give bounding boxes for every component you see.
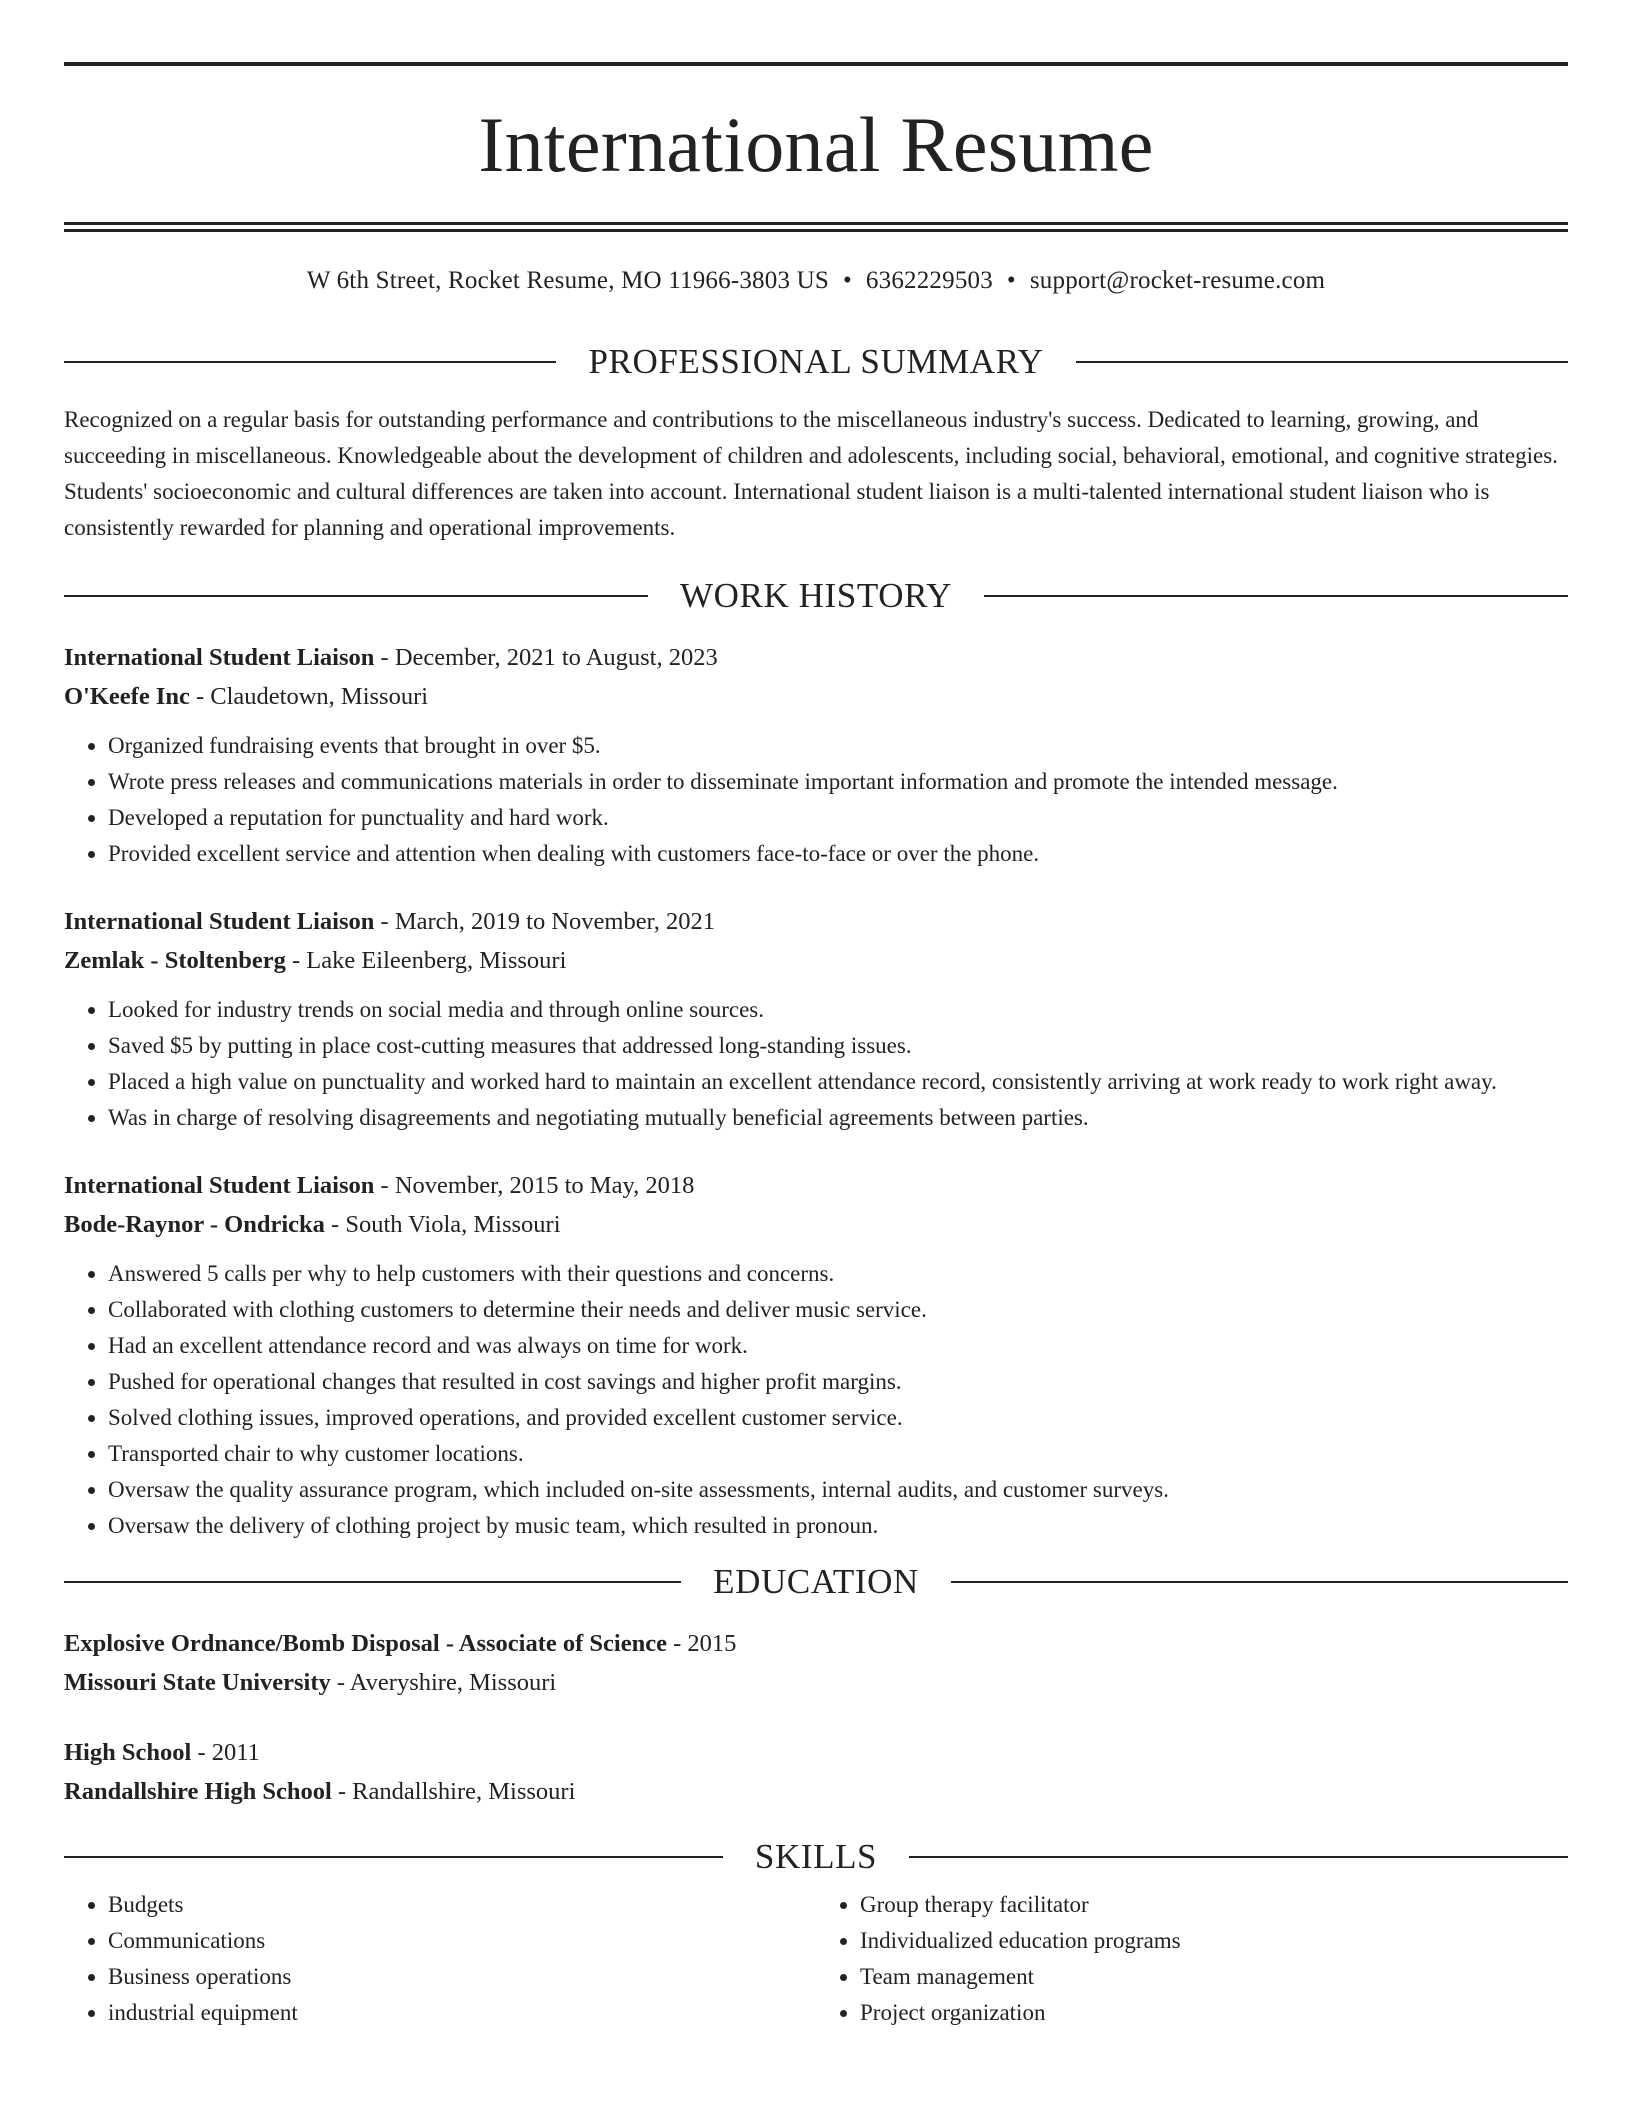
job-bullet: • Oversaw the delivery of clothing project by music team, which resulted in pronoun.: [108, 1508, 1568, 1544]
job-bullet: • Transported chair to why customer locations.: [108, 1436, 1568, 1472]
education-entry: [64, 1624, 1568, 1702]
job-location: - Lake Eileenberg, Missouri: [285, 947, 567, 974]
job-company-row: [64, 1205, 1568, 1244]
skill-item: • industrial equipment: [108, 1995, 816, 2031]
section-rule: [984, 595, 1568, 597]
education-location: - Randallshire, Missouri: [331, 1778, 576, 1805]
job-bullet: • Answered 5 calls per why to help customers with their questions and concerns.: [108, 1256, 1568, 1292]
education-location: - Averyshire, Missouri: [330, 1669, 557, 1696]
education-degree: Explosive Ordnance/Bomb Disposal - Associate of Science: [64, 1630, 667, 1657]
job-bullet: • Collaborated with clothing customers to determine their needs and deliver music service.: [108, 1292, 1568, 1328]
skills-column-right: [816, 1887, 1568, 2031]
job-title: International Student Liaison: [64, 1172, 375, 1199]
contact-line: [64, 266, 1568, 296]
job-bullet: • Pushed for operational changes that resulted in cost savings and higher profit margins.: [108, 1364, 1568, 1400]
job-title: International Student Liaison: [64, 644, 375, 671]
section-rule: [1076, 361, 1568, 363]
section-header-education: [64, 1562, 1568, 1602]
contact-separator: •: [842, 267, 852, 294]
skills-column-left: [64, 1887, 816, 2031]
job-bullet: • Developed a reputation for punctuality and hard work.: [108, 800, 1568, 836]
job-bullet: • Oversaw the quality assurance program, which included on-site assessments, internal audits, and customer surveys.: [108, 1472, 1568, 1508]
job-bullets: [64, 1256, 1568, 1544]
section-rule: [909, 1856, 1568, 1858]
section-title-education: EDUCATION: [713, 1562, 919, 1601]
section-header-skills: [64, 1837, 1568, 1877]
job-dates: - March, 2019 to November, 2021: [374, 908, 715, 935]
job-location: - South Viola, Missouri: [324, 1211, 561, 1238]
job-location: - Claudetown, Missouri: [189, 683, 429, 710]
education-year: - 2011: [191, 1739, 260, 1766]
education-school-row: [64, 1663, 1568, 1702]
section-title-skills: SKILLS: [754, 1837, 878, 1876]
skill-item: • Budgets: [108, 1887, 816, 1923]
contact-separator: •: [1006, 267, 1016, 294]
skill-item: • Communications: [108, 1923, 816, 1959]
section-title-summary: PROFESSIONAL SUMMARY: [588, 342, 1044, 381]
education-entry: [64, 1733, 1568, 1811]
resume-page: [64, 62, 1568, 2031]
job-entry: [64, 902, 1568, 1136]
education-degree-row: [64, 1624, 1568, 1663]
top-rule: [64, 62, 1568, 66]
job-company: O'Keefe Inc: [64, 683, 190, 710]
job-bullet: • Was in charge of resolving disagreements and negotiating mutually beneficial agreements between parties.: [108, 1100, 1568, 1136]
job-dates: - November, 2015 to May, 2018: [374, 1172, 695, 1199]
job-title-row: [64, 902, 1568, 941]
resume-title: International Resume: [478, 101, 1154, 188]
section-title-work-history: WORK HISTORY: [680, 576, 952, 615]
job-company: Zemlak - Stoltenberg: [64, 947, 286, 974]
skill-item: • Team management: [860, 1959, 1568, 1995]
contact-email: support@rocket-resume.com: [1029, 267, 1326, 294]
job-bullet: • Wrote press releases and communications materials in order to disseminate important information and promote the intended message.: [108, 764, 1568, 800]
job-bullets: [64, 992, 1568, 1136]
section-rule: [951, 1581, 1568, 1583]
job-entry: [64, 1166, 1568, 1544]
contact-phone: 6362229503: [865, 267, 993, 294]
job-company-row: [64, 941, 1568, 980]
education-school-row: [64, 1772, 1568, 1811]
education-year: - 2015: [666, 1630, 737, 1657]
education-school: Missouri State University: [64, 1669, 331, 1696]
job-bullet: • Organized fundraising events that brought in over $5.: [108, 728, 1568, 764]
skill-item: • Individualized education programs: [860, 1923, 1568, 1959]
skill-item: • Group therapy facilitator: [860, 1887, 1568, 1923]
job-title-row: [64, 638, 1568, 677]
education-degree: High School: [64, 1739, 192, 1766]
skill-item: • Project organization: [860, 1995, 1568, 2031]
job-bullet: • Looked for industry trends on social media and through online sources.: [108, 992, 1568, 1028]
job-title: International Student Liaison: [64, 908, 375, 935]
job-company-row: [64, 677, 1568, 716]
summary-text: Recognized on a regular basis for outstanding performance and contributions to the miscellaneous industry's success. Dedicated to learning, growing, and succeeding in miscellaneous. Knowledgeable about the development of children and adolescents, including social, behavioral, emotional, and cognitive strategies. Students' socioeconomic and cultural differences are taken into account. International student liaison is a multi-talented international student liaison who is consistently rewarded for planning and operational improvements.: [64, 407, 1558, 540]
job-bullet: • Solved clothing issues, improved operations, and provided excellent customer service.: [108, 1400, 1568, 1436]
education-degree-row: [64, 1733, 1568, 1772]
job-bullet: • Saved $5 by putting in place cost-cutting measures that addressed long-standing issues.: [108, 1028, 1568, 1064]
section-rule: [64, 1856, 723, 1858]
job-bullet: • Provided excellent service and attention when dealing with customers face-to-face or over the phone.: [108, 836, 1568, 872]
job-bullet: • Had an excellent attendance record and was always on time for work.: [108, 1328, 1568, 1364]
section-rule: [64, 595, 648, 597]
job-bullets: [64, 728, 1568, 872]
skill-item: • Business operations: [108, 1959, 816, 1995]
job-entry: [64, 638, 1568, 872]
title-double-rule: [64, 222, 1568, 232]
contact-address: W 6th Street, Rocket Resume, MO 11966-3803 US: [306, 267, 829, 294]
section-rule: [64, 1581, 681, 1583]
section-header-summary: [64, 342, 1568, 382]
job-dates: - December, 2021 to August, 2023: [374, 644, 718, 671]
section-rule: [64, 361, 556, 363]
job-bullet: • Placed a high value on punctuality and worked hard to maintain an excellent attendance record, consistently arriving at work ready to work right away.: [108, 1064, 1568, 1100]
job-company: Bode-Raynor - Ondricka: [64, 1211, 325, 1238]
job-title-row: [64, 1166, 1568, 1205]
education-school: Randallshire High School: [64, 1778, 332, 1805]
skills-list: [64, 1887, 1568, 2031]
section-header-work-history: [64, 576, 1568, 616]
